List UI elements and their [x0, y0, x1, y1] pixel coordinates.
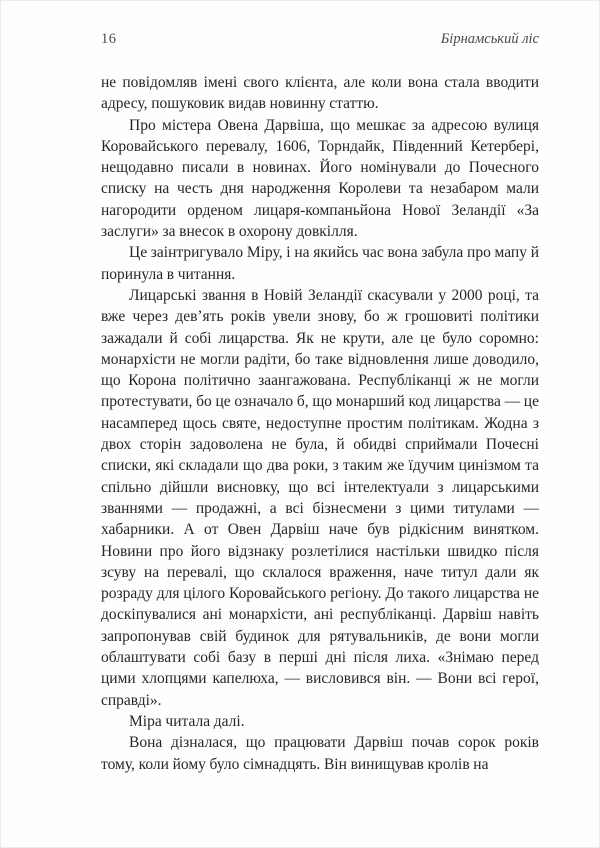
paragraph: Міра читала далі. — [129, 712, 245, 730]
body-text — [101, 72, 539, 775]
paragraph-news-snippet: Про містера Овена Дарвіша, що мешкає за адресою вулиця Коровайського перевалу, 1606, Торндайк, Південний Кетербері, нещодавно писали в новинах. Його номінували до Почесного списку на честь дня народження Королеви та незабаром мали нагородити орденом лицаря-компаньйона Нової Зеландії «За заслуги» за внесок в охорону довкілля. — [101, 116, 539, 241]
paragraph: Це заінтригувало Міру, і на якийсь час вона забула про мапу й поринула в читання. — [101, 244, 539, 283]
running-title: Бірнамський ліс — [440, 31, 539, 47]
page-header — [101, 31, 539, 48]
page-number: 16 — [101, 31, 117, 47]
paragraph-continuation: не повідомляв імені свого клієнта, але коли вона стала вводити адресу, пошуковик видав новинну статтю. — [101, 74, 539, 113]
paragraph: Лицарські звання в Новій Зеландії скасували у 2000 році, та вже через дев’ять років увели знову, бо ж грошовиті політики зажадали й собі лицарства. Як не крути, але це було соромно: монархісти не могли радіти, бо таке відновлення лише доводило, що Корона політично заангажована. Республіканці ж не могли протестувати, бо це означало б, що монарший код лицарства — це насамперед щось святе, недоступне простим політикам. Жодна з двох сторін задоволена не була, й обидві сприймали Почесні списки, які складали що два роки, з таким же їдучим цинізмом та спільно дійшли висновку, що всі інтелектуали з лицарськими званнями — продажні, а всі бізнесмени з цими титулами — хабарники. А от Овен Дарвіш наче був рідкісним винятком. Новини про його відзнаку розлетілися настільки швидко після зсуву на перевалі, що склалося враження, наче титул дали як розраду для цілого Коровайського регіону. До такого лицарства не доскіпувалися ані монархісти, ані республіканці. Дарвіш навіть запропонував свій будинок для рятувальників, де вони могли облаштувати собі базу в перші дні після лиха. «Знімаю перед цими хлопцями капелюха, — висловився він. — Вони всі герої, справді». — [101, 286, 539, 709]
paragraph: Вона дізналася, що працювати Дарвіш почав сорок років тому, коли йому було сімнадцять. Він винищував кролів на — [101, 734, 539, 773]
